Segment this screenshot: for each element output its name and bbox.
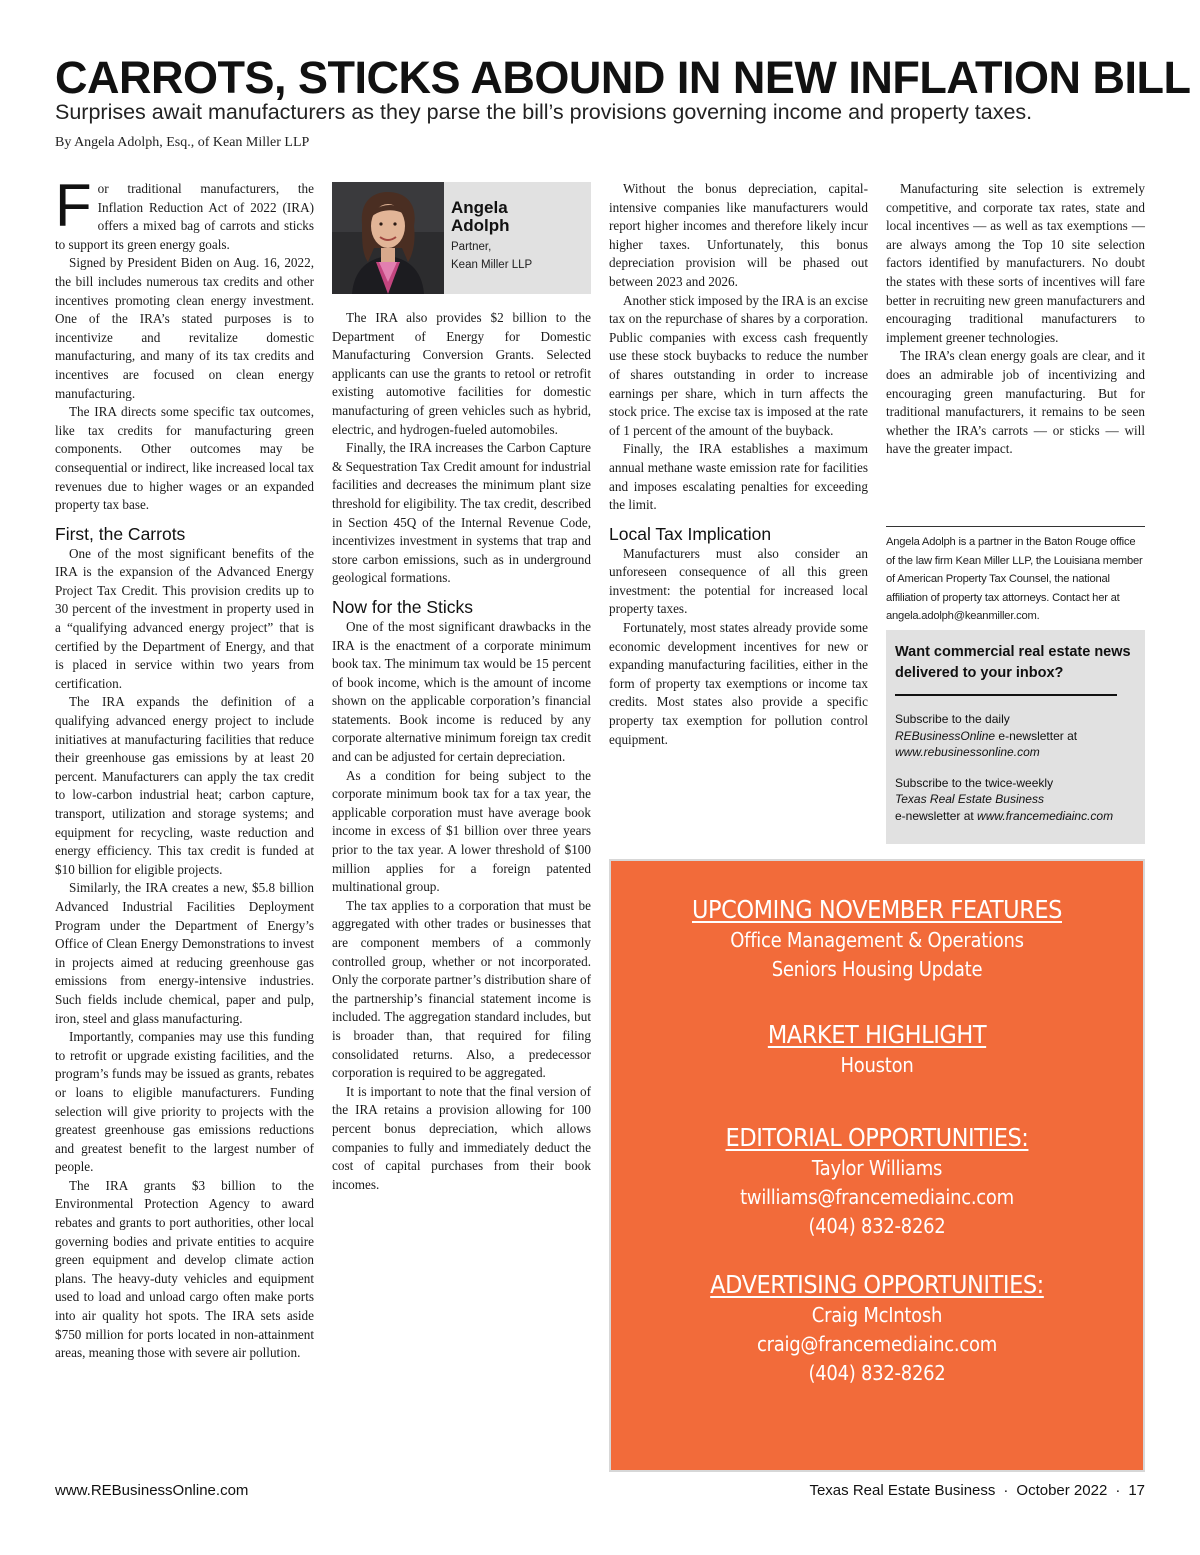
article-paragraph: One of the most significant drawbacks in the IRA is the enactment of a corporate minimum book tax. The minimum tax would be 15 percent of book income, which is the amount of income shown on the applicable corporation’s financial statements. Book income is reduced by any corporate alternative minimum foreign tax credit and can be adjusted for certain depreciation. [332,618,591,765]
article-column-2 [332,309,591,1479]
byline: By Angela Adolph, Esq., of Kean Miller LLP [55,135,310,150]
article-paragraph: One of the most significant benefits of the IRA is the expansion of the Advanced Energy Project Tax Credit. This provision credits up to 30 percent of the investment in property used in a “qualifying advanced energy project” that is certified by the Department of Energy, and that is placed in service within two years from certification. [55,545,314,691]
promo-feature: Office Management & Operations [730,928,1024,952]
headline: CARROTS, STICKS ABOUND IN NEW INFLATION BILL [55,52,1191,103]
author-bio: Angela Adolph is a partner in the Baton Rouge office of the law firm Kean Miller LLP, the Louisiana member of American Property Tax Counsel, the national affiliation of property tax attorneys. Contact her at angela.adolph@keanmiller.com. [886,526,1145,626]
article-paragraph: It is important to note that the final version of the IRA retains a provision allowing for 100 percent bonus depreciation, which allows companies to fully and immediately deduct the cost of capital purchases from their book incomes. [332,1083,591,1192]
newsletter-box [886,630,1145,844]
footer-separator: · [1115,1482,1121,1499]
promo-editorial-name: Taylor Williams [811,1156,943,1180]
article-paragraph: Another stick imposed by the IRA is an excise tax on the repurchase of shares by a corporation. Public companies with excess cash frequently use these stock buybacks to reduce the number of shares outstanding in order to increase earnings per share, which in turn affects the stock price. The excise tax is imposed at the rate of 1 percent of the amount of the buyback. [609,292,868,438]
newsletter-link-rebusiness[interactable]: www.rebusinessonline.com [895,745,1040,759]
promo-advertising-heading: ADVERTISING OPPORTUNITIES: [710,1270,1044,1299]
promo-market-heading: MARKET HIGHLIGHT [767,1020,987,1049]
article-paragraph: Importantly, companies may use this funding to retrofit or upgrade existing facilities, and the program’s funds may be issued as grants, rebates or loans to eligible manufacturers. Funding selection will give priority to projects with the greatest greenhouse gas emissions reductions and greatest benefit to the largest number of people. [55,1029,314,1175]
promo-editorial-heading: EDITORIAL OPPORTUNITIES: [725,1123,1029,1152]
newsletter-title: Want commercial real estate news delivered to your inbox? [895,644,1131,681]
article-paragraph: For traditional manufacturers, the Inflation Reduction Act of 2022 (IRA) offers a mixed bag of carrots and sticks to support its green energy goals. [55,172,314,252]
article-paragraph: Fortunately, most states already provide some economic development incentives for new or expanding manufacturing facilities, either in the form of property tax exemptions or income tax credits. Most states also provide a specific property tax exemption for pollution control equipment. [609,620,868,747]
article-paragraph: Signed by President Biden on Aug. 16, 2022, the bill includes numerous tax credits and other incentives promoting clean energy investment. One of the IRA’s stated purposes is to incentivize and revitalize domestic manufacturing, and many of its tax credits and incentives are focused on clean energy manufacturing. [55,255,314,401]
promo-feature: Seniors Housing Update [771,957,983,981]
promo-features-heading: UPCOMING NOVEMBER FEATURES [692,895,1062,924]
article-paragraph: The tax applies to a corporation that must be aggregated with other trades or businesses that are component members of a commonly controlled group, whether or not incorporated. Only the corporate partner’s distribution share of the partnership’s financial statement income is included. The aggregation standard includes, but is broader than, that required for filing consolidated returns. Also, a predecessor corporation is required to be aggregated. [332,897,591,1081]
promo-market: Houston [840,1053,914,1077]
footer-website[interactable]: www.REBusinessOnline.com [55,1482,249,1499]
article-paragraph: As a condition for being subject to the corporate minimum book tax for a tax year, the applicable corporation must have average book income in excess of $1 billion over three years prior to the tax year. A lower threshold of $100 million applies for a foreign patented multinational group. [332,767,591,895]
newsletter-weekly: Subscribe to the twice-weekly Texas Real Estate Business e-newsletter at www.francemediainc.com [895,775,1114,823]
article-paragraph: Finally, the IRA increases the Carbon Capture & Sequestration Tax Credit amount for industrial facilities and decreases the minimum plant size threshold for eligibility. The tax credit, described in Section 45Q of the Internal Revenue Code, incentivizes investment in systems that trap and store carbon emissions, such as in underground geological formations. [332,440,591,586]
article-column-1 [55,172,314,1480]
footer-separator: · [1003,1482,1009,1499]
author-box [332,182,591,294]
promo-editorial-phone: (404) 832-8262 [808,1214,946,1238]
subhead: Surprises await manufacturers as they parse the bill’s provisions governing income and property taxes. [55,100,1033,124]
newsletter-daily: Subscribe to the daily REBusinessOnline e-newsletter at www.rebusinessonline.com [895,712,1078,759]
article-paragraph: The IRA expands the definition of a qualifying advanced energy project to include initiatives at manufacturing facilities that reduce their greenhouse gas emissions by at least 20 percent. Manufacturers can apply the tax credit to low-carbon industrial heat; carbon capture, transport, utilization and storage systems; and equipment for recycling, waste reduction and energy efficiency. This tax credit is funded at $10 billion for eligible projects. [55,694,314,877]
footer-publication: Texas Real Estate Business [809,1482,996,1499]
newsletter-link-francemedia[interactable]: www.francemediainc.com [977,808,1114,823]
article-paragraph: Similarly, the IRA creates a new, $5.8 billion Advanced Industrial Facilities Deployment Program under the Department of Energy’s Office of Clean Energy Demonstrations to invest in projects aimed at reducing greenhouse gas emissions from energy-intensive industries. Such fields include chemical, paper and pulp, iron, steel and glass manufacturing. [55,880,314,1026]
promo-advertising-phone: (404) 832-8262 [808,1361,946,1385]
article-paragraph: The IRA directs some specific tax outcomes, like tax credits for manufacturing green components. Other outcomes may be consequential or indirect, like increased local tax revenues due to higher wages or an expanded property tax base. [55,404,314,513]
article-paragraph: The IRA grants $3 billion to the Environmental Protection Agency to award rebates and grants to port authorities, other local governing bodies and private entities to acquire green equipment and develop climate action plans. The heavy-duty vehicles and equipment used to load and unload cargo often make ports into air quality hot spots. The IRA sets aside $750 million for ports located in non-attainment areas, meaning those with severe air pollution. [55,1177,314,1361]
article-paragraph: The IRA’s clean energy goals are clear, and it does an admirable job of incentivizing and encouraging green manufacturing. But for traditional manufacturers, it remains to be seen whether the IRA’s carrots — or sticks — will have the greater impact. [886,348,1145,457]
article-paragraph: The IRA also provides $2 billion to the Department of Energy for Domestic Manufacturing Conversion Grants. Selected applicants can use the grants to retool or retrofit existing automotive facilities for domestic manufacturing of green vehicles such as hybrid, electric, and hydrogen-fueled automobiles. [332,310,591,437]
article-paragraph: Manufacturers must also consider an unforeseen consequence of all this green investment: the potential for increased local property taxes. [609,545,868,617]
page-number: 17 [1128,1482,1145,1499]
promo-box [609,859,1145,1472]
section-heading-local-tax: Local Tax Implication [609,523,772,544]
author-title: Partner, Kean Miller LLP [451,241,533,271]
dropcap: F [55,172,92,239]
article-column-4 [886,180,1145,459]
footer-issue: October 2022 [1016,1482,1108,1499]
article-paragraph: Finally, the IRA establishes a maximum annual methane waste emission rate for facilities and imposes escalating penalties for exceeding the limit. [609,441,868,513]
author-photo [332,182,444,294]
author-name: Angela Adolph [451,198,510,235]
article-paragraph: Manufacturing site selection is extremely competitive, and corporate tax rates, state and local incentives — as well as tax exemptions — are always among the Top 10 site selection factors identified by manufacturers. No doubt the states with these sorts of incentives will fare better in recruiting new green manufacturers and encouraging traditional manufacturers to implement greener technologies. [886,181,1145,345]
promo-advertising-name: Craig McIntosh [811,1303,943,1327]
section-heading-carrots: First, the Carrots [55,523,186,544]
article-paragraph: Without the bonus depreciation, capital-intensive companies like manufacturers would report higher incomes and therefore likely incur higher taxes. Unfortunately, this bonus depreciation provision will be phased out between 2023 and 2026. [609,181,868,289]
newsletter-divider [895,694,1117,696]
footer-folio [809,1481,1145,1501]
promo-editorial-email[interactable]: twilliams@francemediainc.com [740,1185,1014,1209]
promo-advertising-email[interactable]: craig@francemediainc.com [757,1332,997,1356]
article-column-3 [609,180,868,850]
section-heading-sticks: Now for the Sticks [332,596,474,617]
